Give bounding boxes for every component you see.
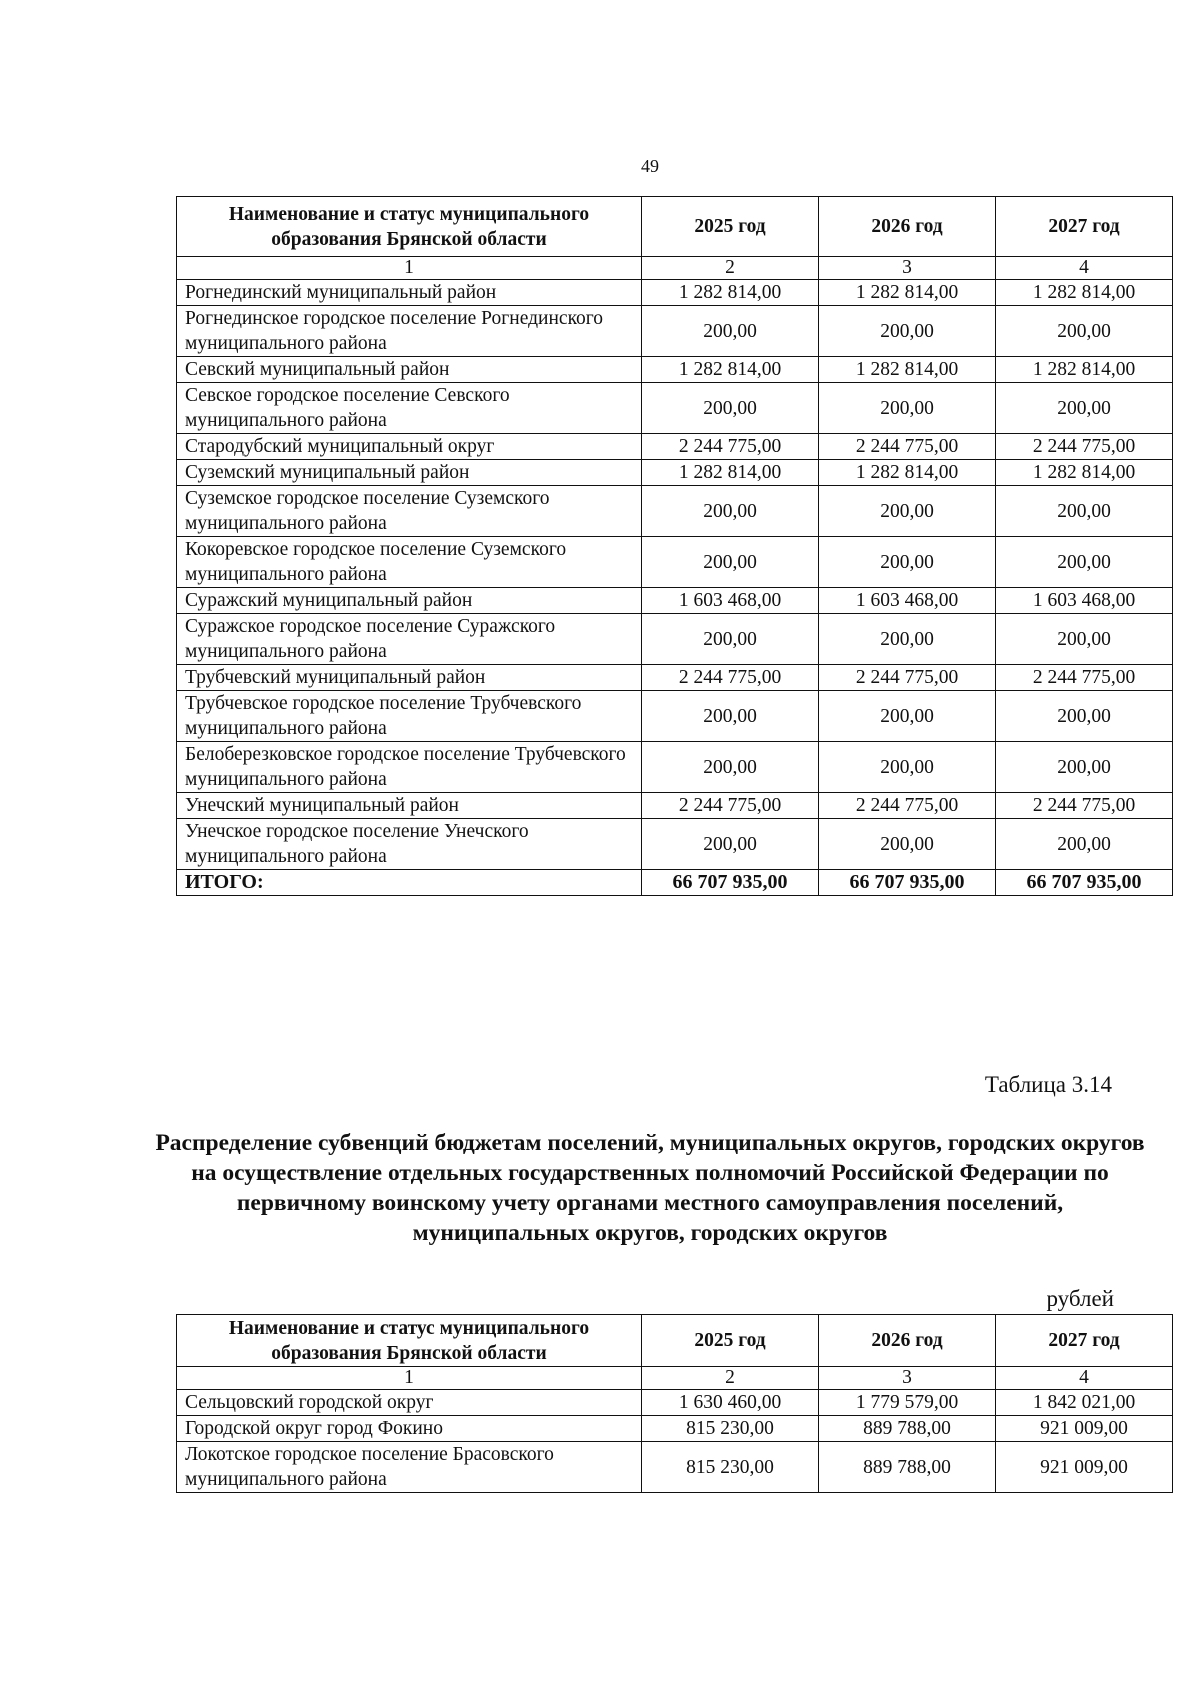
value-2027: 921 009,00 [996,1416,1173,1442]
table-row [177,665,1173,691]
municipality-name: Трубчевский муниципальный район [177,665,642,691]
table-row [177,434,1173,460]
table-row [177,691,1173,742]
value-2026: 200,00 [819,742,996,793]
column-index: 1 [177,1367,642,1390]
table-row [177,1416,1173,1442]
table-row [177,614,1173,665]
value-2025: 815 230,00 [642,1442,819,1493]
table-row [177,588,1173,614]
value-2025: 200,00 [642,742,819,793]
municipality-name: Рогнединский муниципальный район [177,280,642,306]
total-2026: 66 707 935,00 [819,870,996,896]
value-2025: 1 603 468,00 [642,588,819,614]
municipality-name: Севский муниципальный район [177,357,642,383]
table-row [177,793,1173,819]
value-2025: 1 282 814,00 [642,357,819,383]
value-2026: 200,00 [819,383,996,434]
municipality-name: Рогнединское городское поселение Рогнединского муниципального района [177,306,642,357]
value-2026: 2 244 775,00 [819,434,996,460]
column-index: 1 [177,257,642,280]
column-index-row [177,1367,1173,1390]
column-index: 2 [642,1367,819,1390]
table-row [177,1390,1173,1416]
value-2026: 2 244 775,00 [819,793,996,819]
value-2027: 921 009,00 [996,1442,1173,1493]
municipality-name: Суземский муниципальный район [177,460,642,486]
value-2026: 200,00 [819,614,996,665]
column-index: 3 [819,257,996,280]
value-2027: 200,00 [996,383,1173,434]
municipality-name: Сельцовский городской округ [177,1390,642,1416]
page-number: 49 [641,156,659,176]
value-2025: 1 282 814,00 [642,280,819,306]
value-2025: 200,00 [642,537,819,588]
municipality-name: Суземское городское поселение Суземского муниципального района [177,486,642,537]
value-2026: 200,00 [819,819,996,870]
value-2026: 1 282 814,00 [819,460,996,486]
table-row [177,357,1173,383]
value-2027: 200,00 [996,691,1173,742]
value-2026: 200,00 [819,691,996,742]
municipality-name: Севское городское поселение Севского муниципального района [177,383,642,434]
value-2026: 1 282 814,00 [819,280,996,306]
municipality-name: Суражское городское поселение Суражского муниципального района [177,614,642,665]
value-2026: 889 788,00 [819,1416,996,1442]
section-title: Распределение субвенций бюджетам поселений, муниципальных округов, городских округов на осуществление отдельных государственных полномочий Российской Федерации по первичному воинскому учету органами местного самоуправления поселений, муниципальных округов, городских округов [155,1130,1145,1246]
total-2025: 66 707 935,00 [642,870,819,896]
value-2027: 200,00 [996,614,1173,665]
header-2026: 2026 год [819,1315,996,1367]
table-row [177,1442,1173,1493]
column-index: 4 [996,257,1173,280]
value-2025: 815 230,00 [642,1416,819,1442]
header-2027: 2027 год [996,1315,1173,1367]
value-2027: 1 282 814,00 [996,460,1173,486]
municipality-name: Трубчевское городское поселение Трубчевского муниципального района [177,691,642,742]
total-label: ИТОГО: [177,870,642,896]
table-header-row [177,197,1173,257]
municipality-name: Белоберезковское городское поселение Трубчевского муниципального района [177,742,642,793]
table-row [177,537,1173,588]
units-label: рублей [1046,1286,1114,1311]
table-row [177,819,1173,870]
header-name: Наименование и статус муниципального образования Брянской области [177,1315,642,1367]
municipality-name: Локотское городское поселение Брасовского муниципального района [177,1442,642,1493]
municipality-name: Городской округ город Фокино [177,1416,642,1442]
municipality-name: Кокоревское городское поселение Суземского муниципального района [177,537,642,588]
header-2025: 2025 год [642,197,819,257]
municipality-name: Суражский муниципальный район [177,588,642,614]
military-registration-table [176,1314,1173,1493]
value-2025: 2 244 775,00 [642,793,819,819]
value-2025: 1 630 460,00 [642,1390,819,1416]
table-caption: Таблица 3.14 [984,1072,1112,1097]
value-2026: 1 779 579,00 [819,1390,996,1416]
municipality-name: Унечское городское поселение Унечского муниципального района [177,819,642,870]
value-2027: 200,00 [996,537,1173,588]
table-row [177,306,1173,357]
value-2027: 2 244 775,00 [996,793,1173,819]
header-name: Наименование и статус муниципального образования Брянской области [177,197,642,257]
value-2027: 200,00 [996,306,1173,357]
value-2026: 200,00 [819,306,996,357]
table-row [177,383,1173,434]
municipality-name: Стародубский муниципальный округ [177,434,642,460]
column-index-row [177,257,1173,280]
value-2027: 200,00 [996,742,1173,793]
value-2025: 200,00 [642,486,819,537]
municipality-name: Унечский муниципальный район [177,793,642,819]
total-2027: 66 707 935,00 [996,870,1173,896]
value-2027: 2 244 775,00 [996,665,1173,691]
value-2026: 889 788,00 [819,1442,996,1493]
total-row [177,870,1173,896]
value-2025: 1 282 814,00 [642,460,819,486]
value-2027: 2 244 775,00 [996,434,1173,460]
value-2025: 200,00 [642,306,819,357]
value-2026: 1 603 468,00 [819,588,996,614]
value-2026: 1 282 814,00 [819,357,996,383]
value-2025: 200,00 [642,691,819,742]
value-2025: 200,00 [642,383,819,434]
value-2027: 1 282 814,00 [996,357,1173,383]
header-2027: 2027 год [996,197,1173,257]
value-2027: 200,00 [996,819,1173,870]
table-header-row [177,1315,1173,1367]
value-2026: 200,00 [819,537,996,588]
value-2025: 200,00 [642,819,819,870]
value-2027: 1 282 814,00 [996,280,1173,306]
value-2027: 1 603 468,00 [996,588,1173,614]
value-2026: 200,00 [819,486,996,537]
value-2025: 200,00 [642,614,819,665]
value-2025: 2 244 775,00 [642,434,819,460]
value-2027: 200,00 [996,486,1173,537]
value-2025: 2 244 775,00 [642,665,819,691]
table-row [177,486,1173,537]
value-2026: 2 244 775,00 [819,665,996,691]
table-row [177,742,1173,793]
column-index: 4 [996,1367,1173,1390]
value-2027: 1 842 021,00 [996,1390,1173,1416]
subsidy-table-continued [176,196,1173,896]
table-row [177,460,1173,486]
table-row [177,280,1173,306]
header-2025: 2025 год [642,1315,819,1367]
column-index: 2 [642,257,819,280]
column-index: 3 [819,1367,996,1390]
header-2026: 2026 год [819,197,996,257]
